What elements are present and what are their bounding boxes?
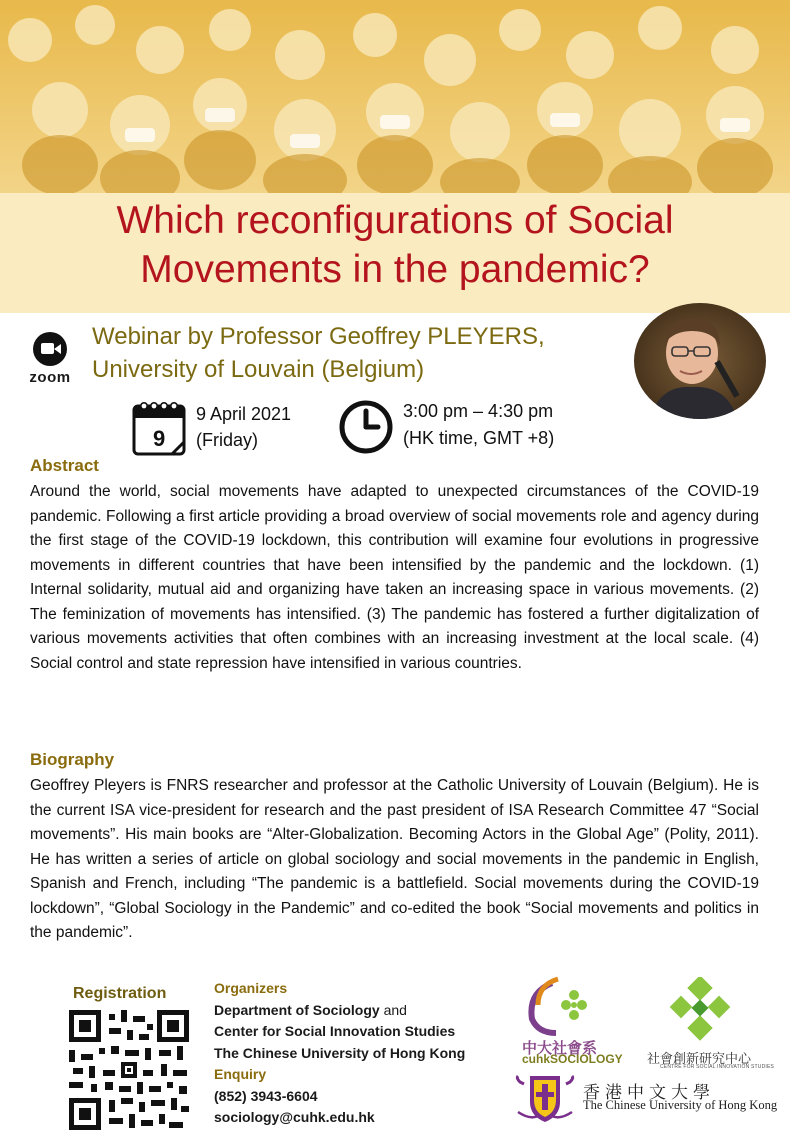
abstract-text: Around the world, social movements have adapted to unexpected circumstances of the COVID-19 pandemic. Following a first article providing a broad overview of social movements role and agency during the first stage of the COVID-19 lockdown, this contribution will examine four evolutions in progressive movements in different countries that have been intensified by the pandemic and the lockdown. (1) Internal solidarity, mutual aid and organizing have taken an increasing space in various movements. (2) The feminization of movements has intensified. (3) The pandemic has fostered a further digitalization of various movements activities that often combines with an increasing investment at the local scale. (4) Social control and state repression have intensified in various countries.	[30, 483, 759, 672]
csi-logo-english: CENTRE FOR SOCIAL INNOVATION STUDIES	[660, 1064, 775, 1070]
zoom-logo	[22, 332, 78, 386]
calendar-day: 9	[153, 426, 166, 451]
organizer-department-name: Department of Sociology	[214, 1001, 380, 1018]
cuhk-crest-logo	[514, 1072, 576, 1124]
enquiry-heading: Enquiry	[214, 1066, 267, 1082]
speaker-info	[92, 320, 632, 386]
sociology-logo-chinese: 中大社會系	[522, 1040, 598, 1057]
hero-crowd-image	[0, 0, 790, 200]
csi-logo-chinese: 社會創新研究中心	[647, 1051, 752, 1066]
event-time-line1: 3:00 pm – 4:30 pm	[403, 401, 554, 421]
cuhk-logo-english: The Chinese University of Hong Kong	[583, 1098, 778, 1112]
crowd-illustration	[0, 0, 790, 200]
event-date	[196, 401, 291, 453]
cuhk-logo-chinese: 香港中文大學	[583, 1083, 715, 1103]
organizer-department-and: and	[379, 1001, 407, 1018]
event-time-line2: (HK time, GMT +8)	[403, 428, 555, 448]
abstract-heading: Abstract	[30, 456, 99, 475]
speaker-line1: Webinar by Professor Geoffrey PLEYERS,	[92, 323, 545, 350]
organizers-block	[214, 978, 514, 1129]
organizer-department	[214, 1000, 514, 1022]
organizer-centre: Center for Social Innovation Studies	[214, 1023, 456, 1039]
organizers-heading: Organizers	[214, 980, 288, 996]
event-date-line1: 9 April 2021	[196, 404, 292, 424]
event-title-line2: Movements in the pandemic?	[140, 248, 650, 291]
event-title	[0, 196, 790, 294]
clock-icon	[338, 399, 394, 455]
organizer-university: The Chinese University of Hong Kong	[214, 1044, 466, 1061]
event-date-line2: (Friday)	[196, 430, 258, 450]
enquiry-phone[interactable]: (852) 3943-6604	[214, 1087, 318, 1104]
zoom-camera-icon	[33, 332, 67, 366]
biography-text: Geoffrey Pleyers is FNRS researcher and professor at the Catholic University of Louvain (Belgium). He is the current ISA vice-president for research and the past president of ISA Research Committee 47 “Social movements”. His main books are “Alter-Globalization. Becoming Actors in the Global Age” (Polity, 2011). He has written a series of article on global sociology and social movements in the pandemic in English, Spanish and French, including “The pandemic is a battlefield. Social movements during the COVID-19 lockdown”, “Global Sociology in the Pandemic” and co-edited the book “Social movements and politics in the pandemic”.	[30, 777, 759, 941]
event-title-line1: Which reconfigurations of Social	[116, 199, 674, 242]
speaker-portrait	[632, 301, 769, 421]
registration-label: Registration	[73, 985, 167, 1002]
biography-heading: Biography	[30, 750, 115, 769]
calendar-icon	[132, 400, 188, 458]
event-time	[403, 398, 554, 452]
registration-qr-code[interactable]	[69, 1010, 189, 1130]
csi-logo	[665, 977, 735, 1043]
zoom-label: zoom	[29, 369, 71, 386]
sociology-logo-english: cuhkSOCIOLOGY	[522, 1052, 623, 1066]
speaker-line2: University of Louvain (Belgium)	[92, 356, 425, 383]
enquiry-email[interactable]: sociology@cuhk.edu.hk	[214, 1109, 375, 1125]
